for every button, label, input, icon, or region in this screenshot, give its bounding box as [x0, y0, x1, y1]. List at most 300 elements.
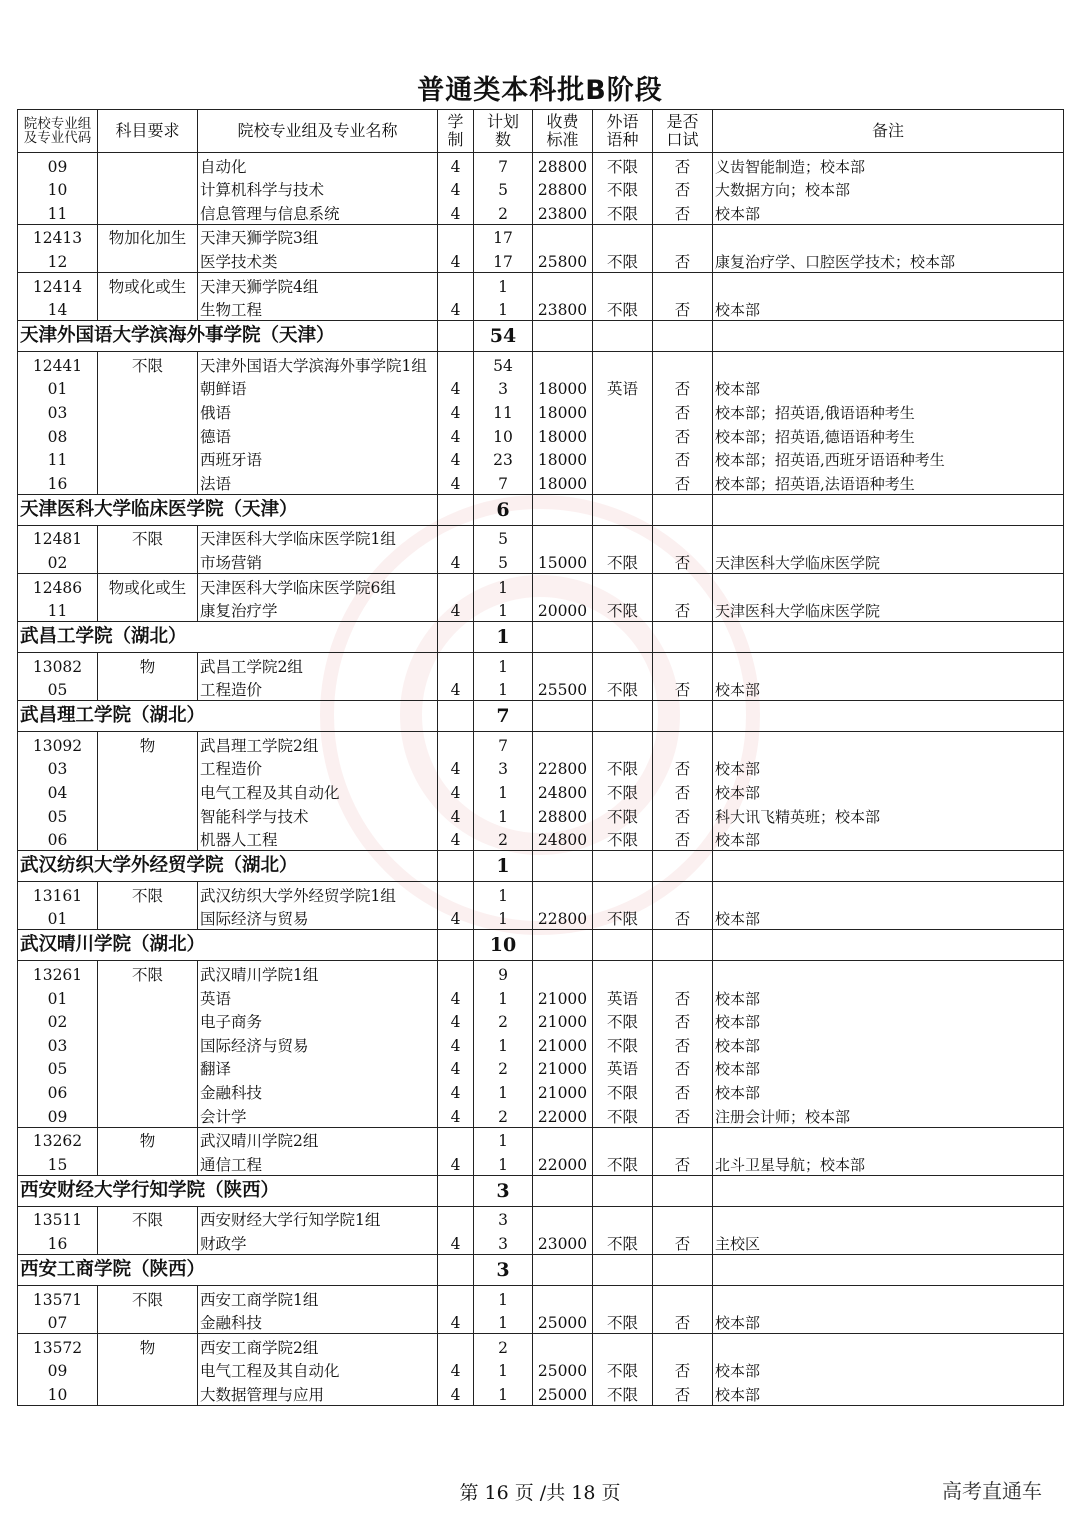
oral-test-cell: 否	[653, 1151, 713, 1175]
plan-cell: 1	[474, 1032, 533, 1056]
years-cell	[438, 525, 474, 549]
years-cell	[438, 224, 474, 248]
college-row	[18, 930, 1064, 961]
years-cell: 4	[438, 1009, 474, 1033]
fee-cell	[533, 1127, 593, 1151]
name-cell: 金融科技	[198, 1310, 438, 1334]
code-cell: 12481	[18, 525, 98, 549]
header-line: 及专业代码	[23, 130, 92, 146]
name-cell: 西安财经大学行知学院1组	[198, 1206, 438, 1230]
fee-cell: 25000	[533, 1381, 593, 1405]
years-cell: 4	[438, 248, 474, 272]
group-header-row	[18, 732, 1064, 756]
code-cell: 04	[18, 779, 98, 803]
note-cell: 校本部	[713, 1032, 1064, 1056]
plan-cell: 1	[474, 851, 533, 882]
language-cell	[593, 224, 653, 248]
subject-cell	[98, 803, 198, 827]
years-cell: 4	[438, 906, 474, 930]
name-cell: 电子商务	[198, 1009, 438, 1033]
fee-cell: 21000	[533, 1079, 593, 1103]
language-cell: 不限	[593, 677, 653, 701]
subject-cell	[98, 248, 198, 272]
years-cell	[438, 732, 474, 756]
fee-cell	[533, 882, 593, 906]
note-cell: 校本部	[713, 906, 1064, 930]
fee-cell	[533, 224, 593, 248]
years-cell: 4	[438, 549, 474, 573]
oral-test-cell: 否	[653, 177, 713, 201]
header-name	[198, 110, 438, 153]
subject-cell	[98, 470, 198, 494]
fee-cell	[533, 272, 593, 296]
code-cell: 15	[18, 1151, 98, 1175]
college-name-cell: 武昌工学院（湖北）	[18, 622, 438, 653]
oral-test-cell: 否	[653, 297, 713, 321]
name-cell: 朝鲜语	[198, 376, 438, 400]
years-cell	[438, 321, 474, 352]
oral-test-cell: 否	[653, 985, 713, 1009]
code-cell: 09	[18, 1103, 98, 1127]
header-label: 计划数	[486, 112, 519, 149]
plan-cell: 5	[474, 549, 533, 573]
fee-cell: 22000	[533, 1151, 593, 1175]
name-cell: 天津天狮学院3组	[198, 224, 438, 248]
subject-cell: 物或化或生	[98, 272, 198, 296]
note-cell	[713, 930, 1064, 961]
note-cell: 大数据方向；校本部	[713, 177, 1064, 201]
oral-test-cell	[653, 701, 713, 732]
group-header-row	[18, 1127, 1064, 1151]
name-cell: 工程造价	[198, 756, 438, 780]
name-cell: 财政学	[198, 1230, 438, 1254]
language-cell: 不限	[593, 549, 653, 573]
note-cell: 校本部；招英语,法语语种考生	[713, 470, 1064, 494]
language-cell	[593, 1206, 653, 1230]
code-cell: 09	[18, 153, 98, 177]
note-cell: 校本部	[713, 1009, 1064, 1033]
note-cell	[713, 352, 1064, 376]
language-cell: 不限	[593, 200, 653, 224]
note-cell: 康复治疗学、口腔医学技术；校本部	[713, 248, 1064, 272]
oral-test-cell	[653, 224, 713, 248]
group-header-row	[18, 882, 1064, 906]
college-name-cell: 西安工商学院（陕西）	[18, 1254, 438, 1285]
note-cell: 校本部	[713, 985, 1064, 1009]
oral-test-cell: 否	[653, 827, 713, 851]
oral-test-cell	[653, 961, 713, 985]
header-label: 收费标准	[546, 112, 579, 149]
code-cell: 01	[18, 906, 98, 930]
code-cell: 11	[18, 598, 98, 622]
code-cell: 02	[18, 549, 98, 573]
fee-cell: 15000	[533, 549, 593, 573]
code-cell: 12486	[18, 573, 98, 597]
years-cell: 4	[438, 153, 474, 177]
oral-test-cell	[653, 1254, 713, 1285]
oral-test-cell	[653, 622, 713, 653]
oral-test-cell	[653, 1334, 713, 1358]
note-cell	[713, 573, 1064, 597]
plan-cell: 2	[474, 1056, 533, 1080]
plan-cell: 3	[474, 1254, 533, 1285]
subject-cell: 不限	[98, 352, 198, 376]
group-block	[18, 525, 1064, 573]
language-cell	[593, 1285, 653, 1309]
note-cell: 校本部	[713, 1358, 1064, 1382]
plan-cell: 7	[474, 732, 533, 756]
subject-cell	[98, 1358, 198, 1382]
table-row	[18, 470, 1064, 494]
name-cell: 康复治疗学	[198, 598, 438, 622]
subject-cell: 物或化或生	[98, 573, 198, 597]
group-header-row	[18, 573, 1064, 597]
table-row	[18, 1032, 1064, 1056]
group-block	[18, 1285, 1064, 1333]
fee-cell	[533, 1206, 593, 1230]
code-cell: 12413	[18, 224, 98, 248]
language-cell	[593, 272, 653, 296]
group-header-row	[18, 653, 1064, 677]
fee-cell	[533, 653, 593, 677]
subject-cell: 物	[98, 732, 198, 756]
table-row	[18, 1358, 1064, 1382]
code-cell: 06	[18, 827, 98, 851]
language-cell	[593, 1254, 653, 1285]
subject-cell	[98, 598, 198, 622]
note-cell	[713, 494, 1064, 525]
years-cell	[438, 1127, 474, 1151]
table-row	[18, 803, 1064, 827]
language-cell: 英语	[593, 1056, 653, 1080]
group-block	[18, 272, 1064, 320]
plan-cell: 1	[474, 598, 533, 622]
name-cell: 武昌理工学院2组	[198, 732, 438, 756]
fee-cell: 24800	[533, 827, 593, 851]
plan-cell: 1	[474, 653, 533, 677]
name-cell: 武汉晴川学院1组	[198, 961, 438, 985]
oral-test-cell	[653, 525, 713, 549]
oral-test-cell: 否	[653, 677, 713, 701]
college-block	[18, 1175, 1064, 1206]
plan-cell: 2	[474, 1103, 533, 1127]
oral-test-cell: 否	[653, 549, 713, 573]
fee-cell: 20000	[533, 598, 593, 622]
subject-cell	[98, 1032, 198, 1056]
note-cell: 校本部	[713, 1381, 1064, 1405]
subject-cell	[98, 297, 198, 321]
college-name-cell: 西安财经大学行知学院（陕西）	[18, 1175, 438, 1206]
group-header-row	[18, 352, 1064, 376]
language-cell	[593, 732, 653, 756]
subject-cell: 物	[98, 653, 198, 677]
subject-cell: 物加化加生	[98, 224, 198, 248]
college-row	[18, 1254, 1064, 1285]
table-row	[18, 1009, 1064, 1033]
note-cell: 天津医科大学临床医学院	[713, 549, 1064, 573]
admission-plan-table	[17, 109, 1064, 1406]
oral-test-cell	[653, 930, 713, 961]
language-cell: 不限	[593, 1381, 653, 1405]
table-row	[18, 447, 1064, 471]
note-cell: 义齿智能制造；校本部	[713, 153, 1064, 177]
fee-cell: 22800	[533, 756, 593, 780]
group-header-row	[18, 1334, 1064, 1358]
subject-cell: 物	[98, 1127, 198, 1151]
table-row	[18, 177, 1064, 201]
years-cell: 4	[438, 1079, 474, 1103]
years-cell	[438, 272, 474, 296]
note-cell: 校本部	[713, 1079, 1064, 1103]
years-cell	[438, 1206, 474, 1230]
header-plan	[474, 110, 533, 153]
fee-cell: 25500	[533, 677, 593, 701]
table-row	[18, 677, 1064, 701]
subject-cell	[98, 1056, 198, 1080]
subject-cell	[98, 1151, 198, 1175]
years-cell: 4	[438, 399, 474, 423]
page-title: 普通类本科批B阶段	[417, 75, 663, 106]
fee-cell: 25800	[533, 248, 593, 272]
subject-cell	[98, 200, 198, 224]
code-cell: 05	[18, 677, 98, 701]
table-row	[18, 399, 1064, 423]
code-cell: 11	[18, 447, 98, 471]
group-header-row	[18, 224, 1064, 248]
years-cell: 4	[438, 297, 474, 321]
language-cell: 不限	[593, 1151, 653, 1175]
years-cell: 4	[438, 1358, 474, 1382]
plan-cell: 10	[474, 930, 533, 961]
subject-cell	[98, 677, 198, 701]
note-cell	[713, 224, 1064, 248]
group-header-row	[18, 961, 1064, 985]
name-cell: 西安工商学院2组	[198, 1334, 438, 1358]
table-row	[18, 549, 1064, 573]
header-line: 院校专业组	[23, 116, 92, 132]
table-row	[18, 297, 1064, 321]
subject-cell: 不限	[98, 1285, 198, 1309]
language-cell	[593, 701, 653, 732]
name-cell: 电气工程及其自动化	[198, 779, 438, 803]
plan-cell: 3	[474, 756, 533, 780]
fee-cell	[533, 622, 593, 653]
code-cell: 10	[18, 177, 98, 201]
subject-cell	[98, 1310, 198, 1334]
oral-test-cell: 否	[653, 1103, 713, 1127]
college-row	[18, 851, 1064, 882]
language-cell	[593, 423, 653, 447]
group-block	[18, 1127, 1064, 1175]
code-cell: 03	[18, 756, 98, 780]
name-cell: 武汉纺织大学外经贸学院1组	[198, 882, 438, 906]
note-cell: 校本部	[713, 756, 1064, 780]
language-cell	[593, 321, 653, 352]
code-cell: 16	[18, 470, 98, 494]
group-block	[18, 153, 1064, 225]
plan-cell: 1	[474, 906, 533, 930]
years-cell: 4	[438, 598, 474, 622]
language-cell	[593, 851, 653, 882]
name-cell: 俄语	[198, 399, 438, 423]
header-fee	[533, 110, 593, 153]
oral-test-cell: 否	[653, 756, 713, 780]
plan-cell: 1	[474, 1079, 533, 1103]
language-cell: 不限	[593, 1230, 653, 1254]
header-note	[713, 110, 1064, 153]
plan-cell: 1	[474, 1151, 533, 1175]
years-cell	[438, 882, 474, 906]
plan-cell: 1	[474, 803, 533, 827]
table-row	[18, 376, 1064, 400]
subject-cell	[98, 1230, 198, 1254]
years-cell: 4	[438, 779, 474, 803]
code-cell: 12441	[18, 352, 98, 376]
plan-cell: 3	[474, 1230, 533, 1254]
name-cell: 天津天狮学院4组	[198, 272, 438, 296]
plan-cell: 1	[474, 1127, 533, 1151]
code-cell: 06	[18, 1079, 98, 1103]
college-row	[18, 494, 1064, 525]
note-cell	[713, 1127, 1064, 1151]
college-name-cell: 天津医科大学临床医学院（天津）	[18, 494, 438, 525]
subject-cell	[98, 177, 198, 201]
header-subject	[98, 110, 198, 153]
table-row	[18, 985, 1064, 1009]
language-cell	[593, 470, 653, 494]
note-cell: 校本部；招英语,西班牙语语种考生	[713, 447, 1064, 471]
group-block	[18, 1334, 1064, 1406]
language-cell: 不限	[593, 297, 653, 321]
language-cell	[593, 1127, 653, 1151]
language-cell: 不限	[593, 1103, 653, 1127]
plan-cell: 11	[474, 399, 533, 423]
note-cell: 校本部	[713, 200, 1064, 224]
oral-test-cell	[653, 851, 713, 882]
language-cell: 不限	[593, 779, 653, 803]
note-cell	[713, 653, 1064, 677]
group-block	[18, 732, 1064, 851]
oral-test-cell	[653, 1285, 713, 1309]
group-header-row	[18, 1206, 1064, 1230]
code-cell: 03	[18, 399, 98, 423]
plan-cell: 2	[474, 200, 533, 224]
note-cell	[713, 1206, 1064, 1230]
fee-cell	[533, 851, 593, 882]
subject-cell	[98, 779, 198, 803]
name-cell: 会计学	[198, 1103, 438, 1127]
subject-cell: 物	[98, 1334, 198, 1358]
plan-cell: 2	[474, 827, 533, 851]
code-cell: 08	[18, 423, 98, 447]
note-cell: 北斗卫星导航；校本部	[713, 1151, 1064, 1175]
group-block	[18, 961, 1064, 1127]
subject-cell	[98, 1079, 198, 1103]
group-block	[18, 1206, 1064, 1254]
note-cell: 校本部	[713, 1310, 1064, 1334]
fee-cell	[533, 732, 593, 756]
language-cell	[593, 1334, 653, 1358]
name-cell: 医学技术类	[198, 248, 438, 272]
plan-cell: 1	[474, 882, 533, 906]
plan-cell: 6	[474, 494, 533, 525]
oral-test-cell	[653, 352, 713, 376]
oral-test-cell	[653, 732, 713, 756]
subject-cell	[98, 447, 198, 471]
code-cell: 10	[18, 1381, 98, 1405]
oral-test-cell: 否	[653, 447, 713, 471]
fee-cell: 28800	[533, 153, 593, 177]
fee-cell: 28800	[533, 177, 593, 201]
language-cell	[593, 525, 653, 549]
language-cell: 不限	[593, 153, 653, 177]
note-cell	[713, 961, 1064, 985]
oral-test-cell: 否	[653, 248, 713, 272]
language-cell	[593, 1175, 653, 1206]
note-cell: 校本部；招英语,德语语种考生	[713, 423, 1064, 447]
fee-cell	[533, 573, 593, 597]
language-cell	[593, 573, 653, 597]
code-cell: 16	[18, 1230, 98, 1254]
group-header-row	[18, 272, 1064, 296]
oral-test-cell: 否	[653, 598, 713, 622]
fee-cell: 18000	[533, 470, 593, 494]
subject-cell: 不限	[98, 961, 198, 985]
table-row	[18, 906, 1064, 930]
language-cell	[593, 494, 653, 525]
name-cell: 天津外国语大学滨海外事学院1组	[198, 352, 438, 376]
note-cell: 主校区	[713, 1230, 1064, 1254]
name-cell: 法语	[198, 470, 438, 494]
subject-cell: 不限	[98, 882, 198, 906]
name-cell: 自动化	[198, 153, 438, 177]
plan-cell: 17	[474, 224, 533, 248]
language-cell	[593, 399, 653, 423]
note-cell: 天津医科大学临床医学院	[713, 598, 1064, 622]
years-cell	[438, 851, 474, 882]
subject-cell	[98, 756, 198, 780]
note-cell	[713, 1285, 1064, 1309]
language-cell	[593, 961, 653, 985]
oral-test-cell	[653, 573, 713, 597]
name-cell: 生物工程	[198, 297, 438, 321]
name-cell: 大数据管理与应用	[198, 1381, 438, 1405]
code-cell: 05	[18, 1056, 98, 1080]
subject-cell	[98, 376, 198, 400]
fee-cell	[533, 961, 593, 985]
years-cell	[438, 701, 474, 732]
group-header-row	[18, 1285, 1064, 1309]
code-cell: 13572	[18, 1334, 98, 1358]
fee-cell	[533, 1254, 593, 1285]
name-cell: 工程造价	[198, 677, 438, 701]
college-row	[18, 701, 1064, 732]
subject-cell: 不限	[98, 1206, 198, 1230]
code-cell: 13511	[18, 1206, 98, 1230]
years-cell: 4	[438, 1056, 474, 1080]
plan-cell: 1	[474, 779, 533, 803]
header-oral-test	[653, 110, 713, 153]
plan-cell: 5	[474, 525, 533, 549]
college-row	[18, 622, 1064, 653]
subject-cell	[98, 153, 198, 177]
header-line: 制	[447, 130, 464, 149]
plan-cell: 7	[474, 701, 533, 732]
language-cell: 不限	[593, 1009, 653, 1033]
fee-cell: 25000	[533, 1310, 593, 1334]
oral-test-cell	[653, 321, 713, 352]
code-cell: 13571	[18, 1285, 98, 1309]
